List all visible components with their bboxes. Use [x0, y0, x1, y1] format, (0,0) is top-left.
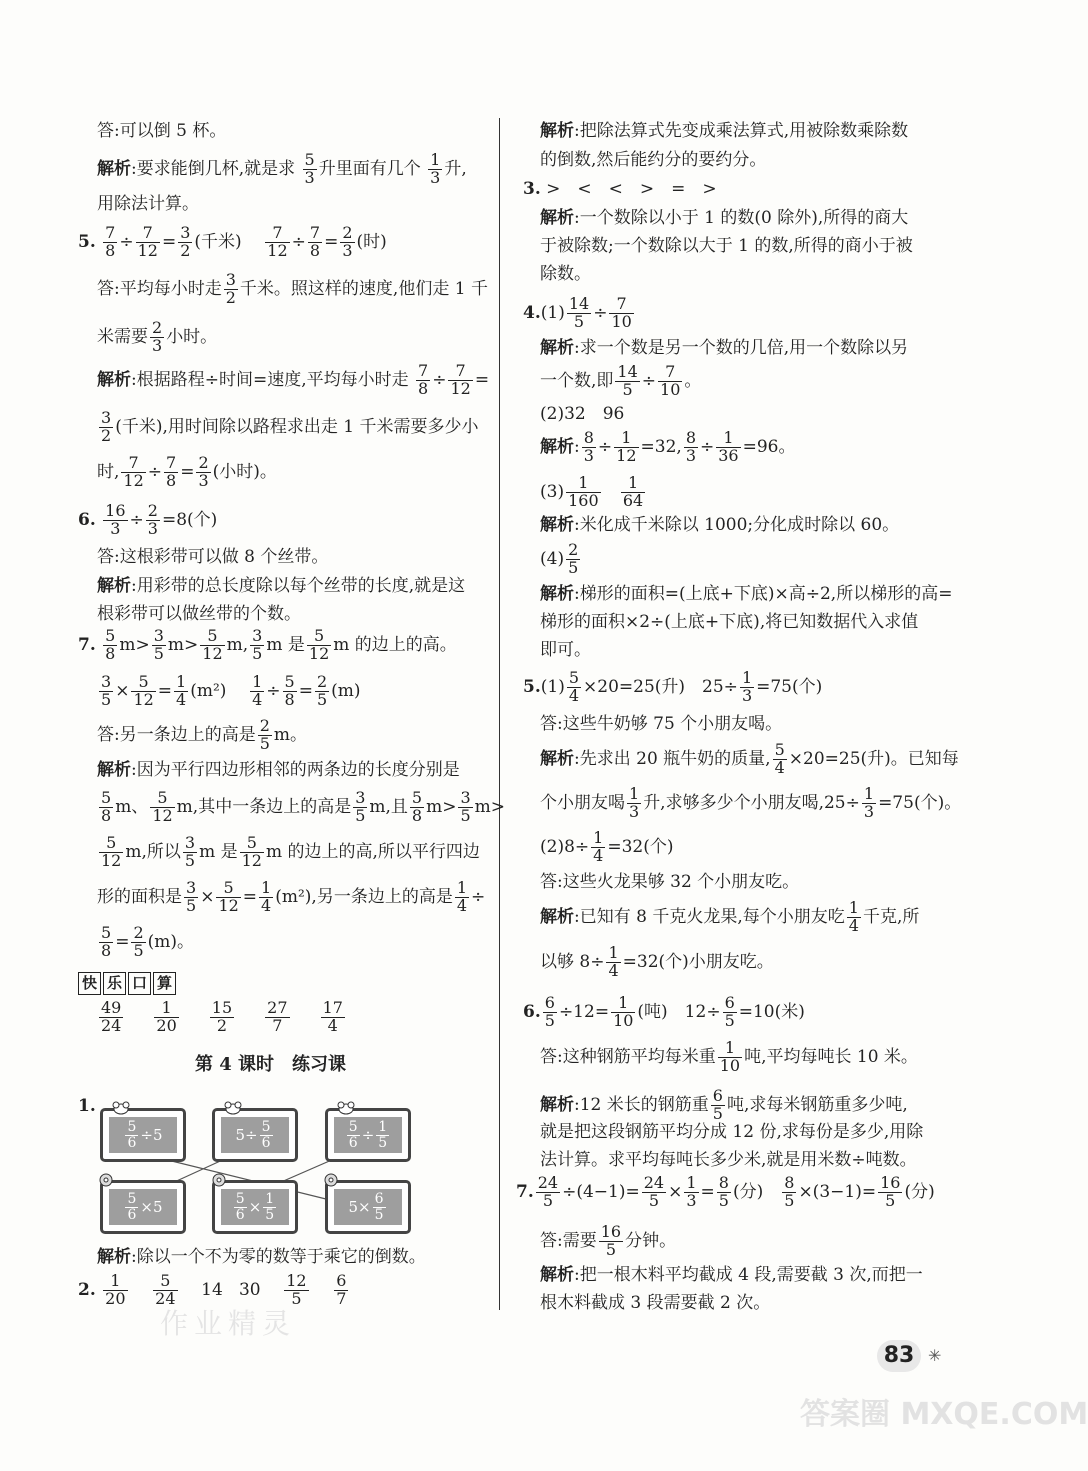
analysis-line: 解析:除以一个不为零的数等于乘它的倒数。 — [97, 1247, 426, 1267]
analysis-line: 梯形的面积×2÷(上底+下底),将已知数据代入求值 — [540, 612, 919, 632]
bug-icon — [335, 1100, 357, 1116]
answer-line: 答:需要 $\frac{16}{5}$ 分钟。 — [540, 1222, 677, 1259]
analysis-line: 个小朋友喝 $\frac{1}{3}$ 升,求够多少个小朋友喝,25÷ $\frac{1}{3}$ =75(个)。 — [540, 784, 962, 821]
flower-icon — [95, 1172, 117, 1188]
bug-icon — [110, 1100, 132, 1116]
answer-line: (4) $\frac{2}{5}$ — [540, 540, 579, 577]
card-top-3: $\frac{5}{6}$ ÷ $\frac{1}{5}$ — [325, 1108, 411, 1162]
analysis-line: 根彩带可以做丝带的个数。 — [97, 604, 301, 624]
watermark: 作业精灵 — [160, 1307, 297, 1340]
analysis-line: $\frac{3}{2}$ (千米),用时间除以路程求出走 1 千米需要多少小 — [101, 408, 479, 445]
analysis-line: 法计算。求平均每吨长多少米,就是用米数÷吨数。 — [540, 1150, 917, 1170]
analysis-line: 解析: $\frac{8}{3}$ ÷ $\frac{1}{12}$ =32, $\frac{8}{3}$ ÷ $\frac{1}{36}$ =96。 — [540, 428, 796, 465]
lesson-title: 第 4 课时 练习课 — [195, 1054, 347, 1075]
column-divider — [499, 118, 500, 1310]
analysis-line: 以够 8÷ $\frac{1}{4}$ =32(个)小朋友吃。 — [540, 943, 774, 980]
star-icon: ✳ — [928, 1346, 942, 1365]
flower-icon — [208, 1172, 230, 1188]
formula-line: $\frac{3}{5}$ × $\frac{5}{12}$ = $\frac{1}{4}$ (m²) $\frac{1}{4}$ ÷ $\frac{5}{8}$ = $\frac{2}{5}$ (m) — [101, 672, 361, 709]
answer-line: (2)8÷ $\frac{1}{4}$ =32(个) — [540, 828, 674, 865]
analysis-line: 解析:米化成千米除以 1000;分化成时除以 60。 — [540, 515, 900, 535]
answer-line: 米需要 $\frac{2}{3}$ 小时。 — [97, 318, 218, 355]
answer-line: 答:这根彩带可以做 8 个丝带。 — [97, 547, 329, 567]
answer-line: 答:平均每小时走 $\frac{3}{2}$ 千米。照这样的速度,他们走 1 千 — [97, 270, 488, 307]
bug-icon — [222, 1100, 244, 1116]
page-number: 83 — [877, 1340, 921, 1372]
question-7: 7. $\frac{5}{8}$ m> $\frac{3}{5}$ m> $\frac{5}{12}$ m, $\frac{3}{5}$ m 是 $\frac{5}{12}$ m 的边上的高。 — [78, 626, 457, 663]
analysis-line: 解析:要求能倒几杯,就是求 $\frac{5}{3}$ 升里面有几个 $\frac{1}{3}$ 升, — [97, 150, 467, 187]
analysis-line: 解析:用彩带的总长度除以每个丝带的长度,就是这 — [97, 576, 466, 596]
quick-calc-answers: $\frac{49}{24}$ $\frac{1}{20}$ $\frac{15}{2}$ $\frac{27}{7}$ $\frac{17}{4}$ — [101, 998, 343, 1035]
analysis-line: 时, $\frac{7}{12}$ ÷ $\frac{7}{8}$ = $\frac{2}{3}$ (小时)。 — [97, 453, 277, 490]
analysis-line: 形的面积是 $\frac{3}{5}$ × $\frac{5}{12}$ = $\frac{1}{4}$ (m²),另一条边上的高是 $\frac{1}{4}$ ÷ — [97, 878, 486, 915]
answer-line: 答:这些牛奶够 75 个小朋友喝。 — [540, 714, 783, 734]
card-bottom-2: $\frac{5}{6}$ × $\frac{1}{5}$ — [212, 1180, 298, 1234]
analysis-line: 解析:根据路程÷时间=速度,平均每小时走 $\frac{7}{8}$ ÷ $\frac{7}{12}$ = — [97, 361, 490, 398]
analysis-line: 解析:12 米长的钢筋重 $\frac{6}{5}$ 吨,求每米钢筋重多少吨, — [540, 1086, 908, 1123]
question-1: 1. — [78, 1096, 96, 1116]
watermark: 答案圈 MXQE.COM — [800, 1397, 1088, 1432]
analysis-line: 就是把这段钢筋平均分成 12 份,求每份是多少,用除 — [540, 1122, 924, 1142]
answer-line: (2)32 96 — [540, 404, 625, 424]
quick-calc-header: 快 乐 口 算 — [78, 972, 178, 995]
analysis-line: 解析:已知有 8 千克火龙果,每个小朋友吃 $\frac{1}{4}$ 千克,所 — [540, 898, 920, 935]
question-4: 4.(1) $\frac{14}{5}$ ÷ $\frac{7}{10}$ — [523, 294, 632, 331]
question-6: 6. $\frac{16}{3}$ ÷ $\frac{2}{3}$ =8(个) — [78, 501, 218, 538]
analysis-line: 根木料截成 3 段需要截 2 次。 — [540, 1293, 771, 1313]
analysis-line: $\frac{5}{12}$ m,所以 $\frac{3}{5}$ m 是 $\frac{5}{12}$ m 的边上的高,所以平行四边 — [101, 833, 480, 870]
analysis-line: 解析:求一个数是另一个数的几倍,用一个数除以另 — [540, 338, 909, 358]
answer-line: 答:可以倒 5 杯。 — [97, 121, 227, 141]
answer-line: 答:这种钢筋平均每米重 $\frac{1}{10}$ 吨,平均每吨长 10 米。 — [540, 1038, 918, 1075]
analysis-line: $\frac{5}{8}$ m、 $\frac{5}{12}$ m,其中一条边上的高是 $\frac{3}{5}$ m,且 $\frac{5}{8}$ m> $\frac{3}{5}$ m> — [101, 788, 506, 825]
analysis-line: 除数。 — [540, 264, 591, 284]
analysis-line: 解析:把一根木料平均截成 4 段,需要截 3 次,而把一 — [540, 1265, 923, 1285]
question-3: 3. > < < > = > — [523, 179, 717, 199]
answer-line: (3) $\frac{1}{160}$ $\frac{1}{64}$ — [540, 473, 644, 510]
question-5: 5.(1) $\frac{5}{4}$ ×20=25(升) 25÷ $\frac{1}{3}$ =75(个) — [523, 668, 823, 705]
card-top-1: $\frac{5}{6}$ ÷ 5 — [100, 1108, 186, 1162]
question-6: 6. $\frac{6}{5}$ ÷12= $\frac{1}{10}$ (吨) 12÷ $\frac{6}{5}$ =10(米) — [523, 993, 805, 1030]
analysis-line: 一个数,即 $\frac{14}{5}$ ÷ $\frac{7}{10}$ 。 — [540, 362, 702, 399]
analysis-line: 即可。 — [540, 640, 591, 660]
card-top-2: 5 ÷ $\frac{5}{6}$ — [212, 1108, 298, 1162]
question-2: 2. $\frac{1}{20}$ $\frac{5}{24}$ 14 30 $\frac{12}{5}$ $\frac{6}{7}$ — [78, 1271, 347, 1308]
analysis-line: $\frac{5}{8}$ = $\frac{2}{5}$ (m)。 — [101, 923, 195, 960]
card-bottom-3: 5 × $\frac{6}{5}$ — [325, 1180, 411, 1234]
analysis-line: 的倒数,然后能约分的要约分。 — [540, 150, 767, 170]
analysis-line: 解析:因为平行四边形相邻的两条边的长度分别是 — [97, 760, 460, 780]
analysis-line: 解析:先求出 20 瓶牛奶的质量, $\frac{5}{4}$ ×20=25(升)。已知每 — [540, 740, 959, 777]
question-5: 5. $\frac{7}{8}$ ÷ $\frac{7}{12}$ = $\frac{3}{2}$ (千米) $\frac{7}{12}$ ÷ $\frac{7}{8}$ = $\frac{2}{3}$ (时) — [78, 223, 387, 260]
analysis-line: 解析:一个数除以小于 1 的数(0 除外),所得的商大 — [540, 208, 909, 228]
answer-line: 答:另一条边上的高是 $\frac{2}{5}$ m。 — [97, 716, 308, 753]
analysis-line: 用除法计算。 — [97, 194, 199, 214]
analysis-line: 于被除数;一个数除以大于 1 的数,所得的商小于被 — [540, 236, 913, 256]
analysis-line: 解析:把除法算式先变成乘法算式,用被除数乘除数 — [540, 121, 909, 141]
analysis-line: 解析:梯形的面积=(上底+下底)×高÷2,所以梯形的高= — [540, 584, 953, 604]
question-7: 7. $\frac{24}{5}$ ÷(4−1)= $\frac{24}{5}$ × $\frac{1}{3}$ = $\frac{8}{5}$ (分) $\frac{8}{5}$ ×(3−1)= $\frac{16}{5}$ (分) — [516, 1173, 935, 1210]
answer-line: 答:这些火龙果够 32 个小朋友吃。 — [540, 872, 800, 892]
card-bottom-1: $\frac{5}{6}$ × 5 — [100, 1180, 186, 1234]
flower-icon — [320, 1172, 342, 1188]
